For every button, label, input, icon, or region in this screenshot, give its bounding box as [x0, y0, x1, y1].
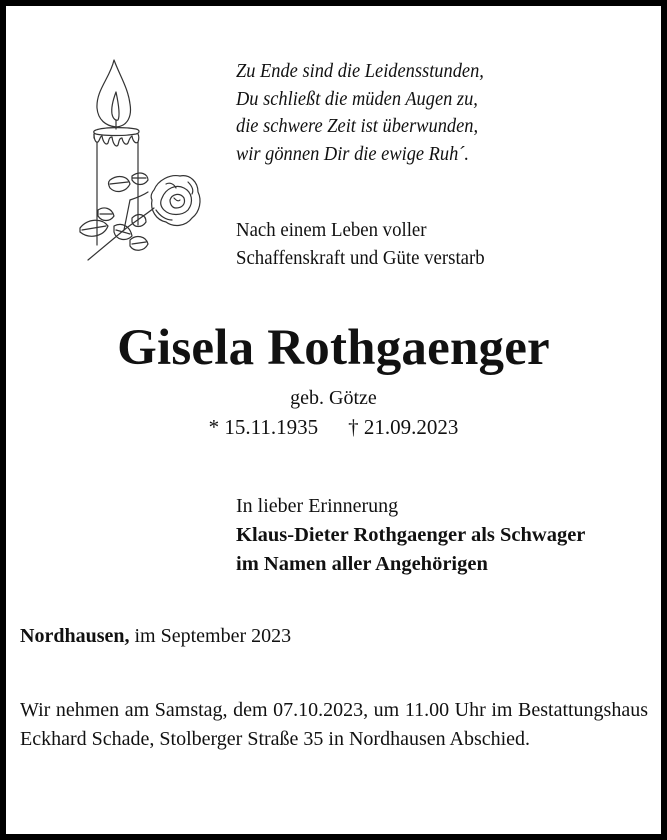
life-dates [0, 413, 667, 441]
born-symbol: * [208, 415, 220, 439]
candle-with-rose-icon [70, 50, 210, 270]
place: Nordhausen, [20, 625, 130, 647]
place-date [20, 622, 291, 650]
remembrance-line: In lieber Erinnerung [236, 495, 399, 517]
poem-line: die schwere Zeit ist überwunden, [236, 115, 479, 138]
intro-line: Nach einem Leben voller [236, 219, 427, 241]
funeral-notice: Wir nehmen am Samstag, dem 07.10.2023, um 11.00 Uhr im Bestattungshaus Eckhard Schade, Stolberger Straße 35 in Nordhausen Abschied. [20, 699, 648, 750]
relatives-line: im Namen aller Angehörigen [236, 553, 488, 575]
intro-text [236, 216, 485, 272]
intro-line: Schaffenskraft und Güte verstarb [236, 247, 485, 269]
mourner-name: Klaus-Dieter Rothgaenger als Schwager [236, 524, 586, 546]
born-date: 15.11.1935 [224, 415, 319, 439]
poem-line: Zu Ende sind die Leidensstunden, [236, 60, 484, 82]
poem [236, 58, 484, 169]
died-symbol: † [348, 415, 359, 439]
mourners [236, 492, 585, 579]
poem-line: wir gönnen Dir die ewige Ruh´. [236, 143, 470, 166]
poem-line: Du schließt die müden Augen zu, [236, 87, 478, 110]
died-date: 21.09.2023 [363, 415, 459, 439]
birth-name: geb. Götze [290, 387, 377, 409]
date: im September 2023 [134, 625, 292, 647]
deceased-name: Gisela Rothgaenger [117, 320, 550, 376]
